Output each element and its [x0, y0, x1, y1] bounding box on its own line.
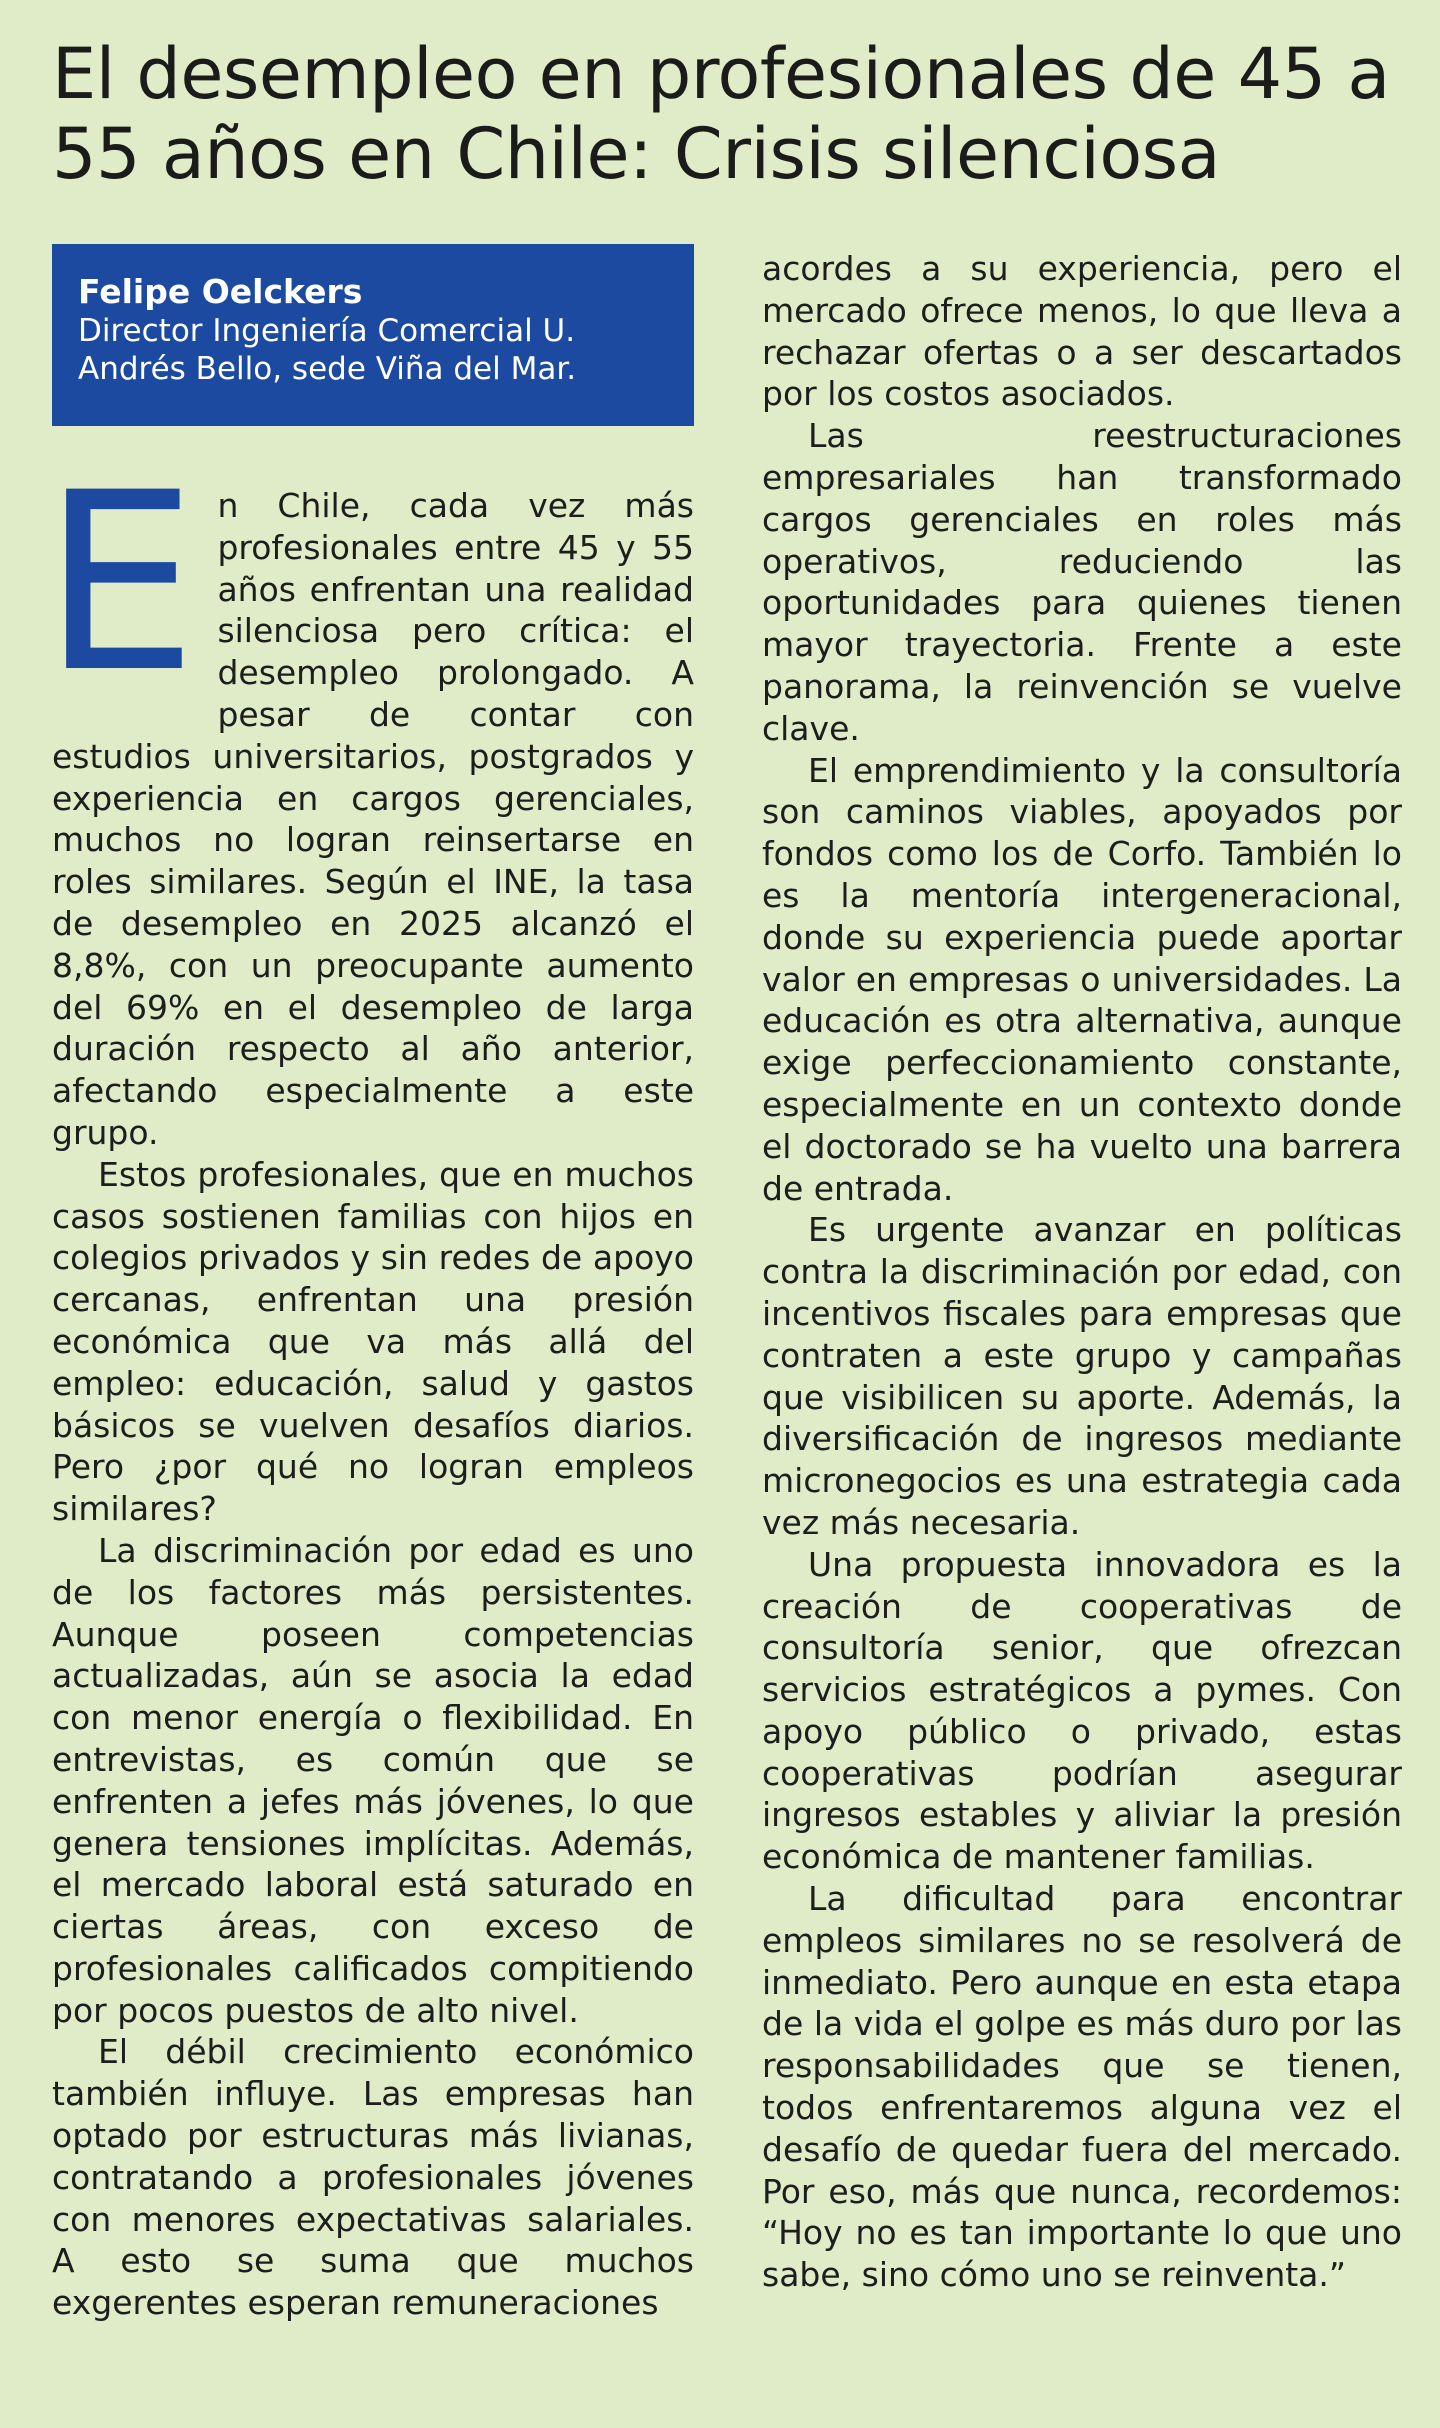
paragraph-8: Una propuesta innovadora es la creación de cooperativas de consultoría senior, que ofrezcan servicios estratégicos a pymes. Con apoyo público o privado, estas cooperativas podrían asegurar ingresos estables y aliviar la presión económica de mantener familias. [762, 1544, 1402, 1877]
drop-cap: E [42, 441, 198, 727]
paragraph-4-end: acordes a su experiencia, pero el mercado ofrece menos, lo que lleva a rechazar ofertas o a ser descartados por los costos asociados. [762, 249, 1402, 414]
article-title: El desempleo en profesionales de 45 a 55 años en Chile: Crisis silenciosa [52, 33, 1390, 195]
author-role: Director Ingeniería Comercial U. Andrés Bello, sede Viña del Mar. [78, 313, 577, 387]
paragraph-9: La dificultad para encontrar empleos similares no se resolverá de inmediato. Pero aunque en esta etapa de la vida el golpe es más duro por las responsabilidades que se tienen, todos enfrentaremos alguna vez el desafío de quedar fuera del mercado. Por eso, más que nunca, recordemos: “Hoy no es tan importante lo que uno sabe, sino cómo uno se reinventa.” [762, 1879, 1402, 2295]
paragraph-7: Es urgente avanzar en políticas contra la discriminación por edad, con incentivos fiscales para empresas que contraten a este grupo y campañas que visibilicen su aporte. Además, la diversificación de ingresos mediante micronegocios es una estrategia cada vez más necesaria. [762, 1210, 1402, 1542]
author-box [52, 244, 694, 426]
paragraph-5: Las reestructuraciones empresariales han transformado cargos gerenciales en roles más operativos, reduciendo las oportunidades para quienes tienen mayor trayectoria. Frente a este panorama, la reinvención se vuelve clave. [762, 416, 1402, 748]
author-name: Felipe Oelckers [78, 272, 363, 311]
paragraph-1-text: n Chile, cada vez más profesionales entre 45 y 55 años enfrentan una realidad silenciosa pero crítica: el desempleo prolongado. A pesar de contar con estudios universitarios, postgrados y experiencia en cargos gerenciales, muchos no logran reinsertarse en roles similares. Según el INE, la tasa de desempleo en 2025 alcanzó el 8,8%, con un preocupante aumento del 69% en el desempleo de larga duración respecto al año anterior, afectando especialmente a este grupo. [52, 486, 694, 1152]
paragraph-4-start: El débil crecimiento económico también influye. Las empresas han optado por estructuras más livianas, contratando a profesionales jóvenes con menores expectativas salariales. A esto se suma que muchos exgerentes esperan remuneraciones [52, 2032, 694, 2323]
paragraph-6: El emprendimiento y la consultoría son caminos viables, apoyados por fondos como los de Corfo. También lo es la mentoría intergeneracional, donde su experiencia puede aportar valor en empresas o universidades. La educación es otra alternativa, aunque exige perfeccionamiento constante, especialmente en un contexto donde el doctorado se ha vuelto una barrera de entrada. [762, 750, 1402, 1208]
paragraph-3: La discriminación por edad es uno de los factores más persistentes. Aunque poseen competencias actualizadas, aún se asocia la edad con menor energía o flexibilidad. En entrevistas, es común que se enfrenten a jefes más jóvenes, lo que genera tensiones implícitas. Además, el mercado laboral está saturado en ciertas áreas, con exceso de profesionales calificados compitiendo por pocos puestos de alto nivel. [52, 1530, 694, 2030]
paragraph-1 [42, 441, 694, 1154]
left-column [42, 441, 694, 2324]
paragraph-2: Estos profesionales, que en muchos casos sostienen familias con hijos en colegios privados y sin redes de apoyo cercanas, enfrentan una presión económica que va más allá del empleo: educación, salud y gastos básicos se vuelven desafíos diarios. Pero ¿por qué no logran empleos similares? [52, 1154, 694, 1529]
right-column [762, 248, 1402, 2296]
